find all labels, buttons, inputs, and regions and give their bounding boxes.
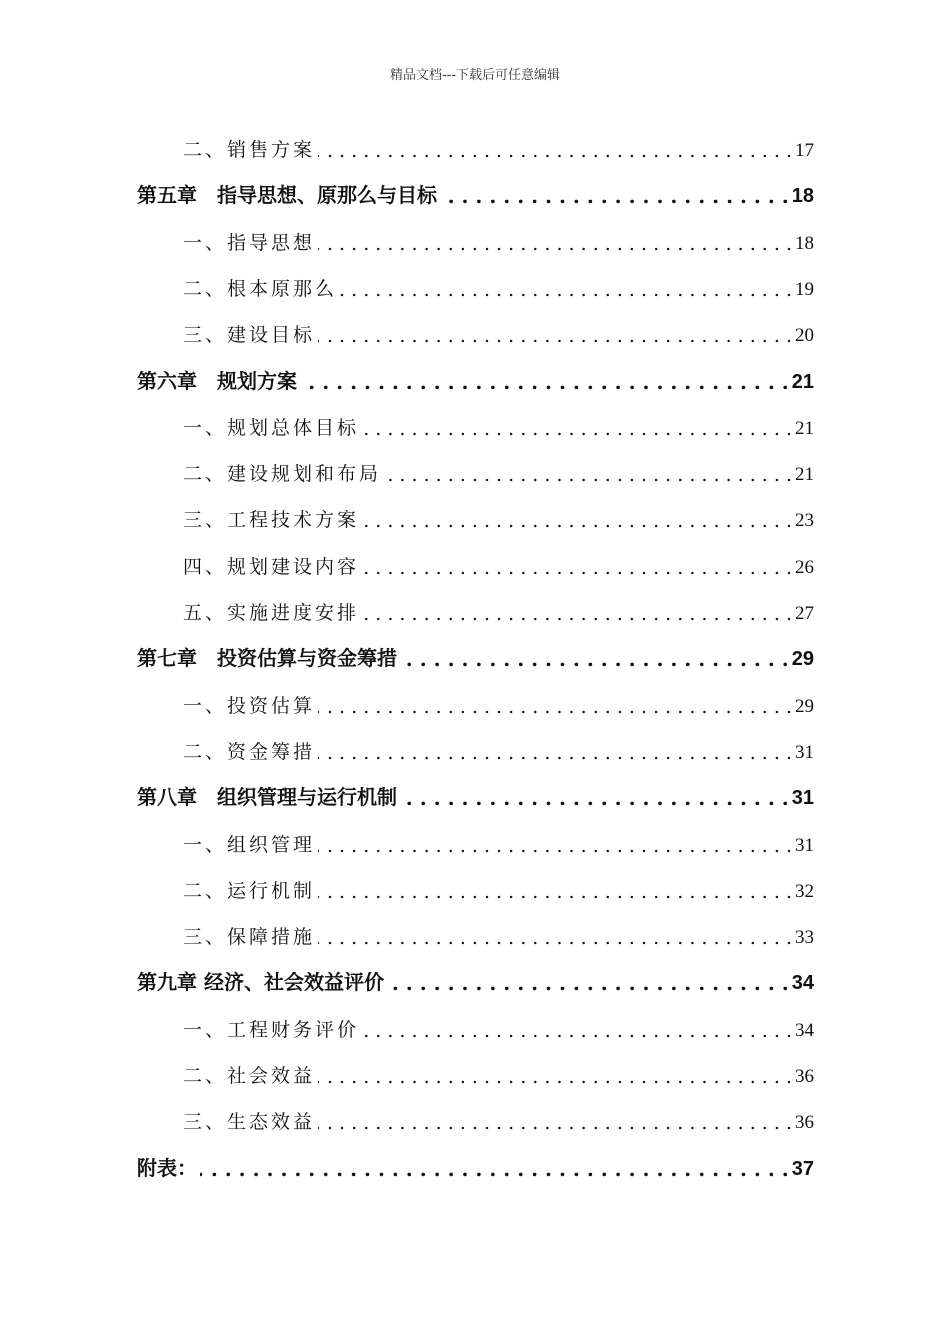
- toc-dot-leader: [318, 835, 792, 859]
- toc-entry-page-number: 19: [795, 278, 814, 300]
- toc-dot-leader: [318, 140, 792, 164]
- toc-entry-title: 二、运行机制: [183, 879, 316, 902]
- toc-entry-title: 二、建设规划和布局: [183, 463, 382, 486]
- toc-entry-title: 三、建设目标: [183, 324, 316, 347]
- toc-chapter-entry[interactable]: [137, 772, 814, 812]
- toc-entry-title: 二、根本原那么: [183, 277, 338, 300]
- toc-entry-title: 附表：: [137, 1155, 197, 1180]
- toc-section-entry[interactable]: [183, 680, 814, 720]
- toc-dot-leader: [318, 927, 792, 951]
- toc-entry-page-number: 23: [795, 510, 814, 532]
- toc-entry-title: 三、保障措施: [183, 926, 316, 949]
- toc-section-entry[interactable]: [183, 865, 814, 905]
- toc-section-entry[interactable]: [183, 263, 814, 303]
- toc-entry-title: 一、投资估算: [183, 694, 316, 717]
- toc-entry-title: 五、实施进度安排: [183, 602, 360, 624]
- toc-dot-leader: [400, 649, 789, 673]
- toc-entry-page-number: 29: [795, 695, 814, 717]
- toc-section-entry[interactable]: [183, 541, 814, 581]
- toc-entry-title: 第五章 指导思想、原那么与目标: [137, 183, 437, 208]
- toc-dot-leader: [318, 1112, 792, 1136]
- toc-dot-leader: [318, 1066, 792, 1090]
- toc-section-entry[interactable]: [183, 911, 814, 951]
- toc-entry-page-number: 17: [795, 140, 814, 161]
- toc-dot-leader: [340, 279, 792, 303]
- toc-dot-leader: [318, 881, 792, 905]
- toc-entry-page-number: 26: [795, 556, 814, 578]
- toc-entry-page-number: 36: [795, 1112, 814, 1134]
- toc-dot-leader: [362, 557, 792, 581]
- toc-entry-title: 二、社会效益: [183, 1065, 316, 1087]
- toc-dot-leader: [440, 186, 789, 210]
- toc-dot-leader: [387, 973, 789, 997]
- toc-dot-leader: [200, 1159, 789, 1183]
- toc-entry-page-number: 37: [791, 1157, 814, 1180]
- toc-section-entry[interactable]: [183, 726, 814, 766]
- toc-section-entry[interactable]: [183, 309, 814, 349]
- toc-entry-title: 三、生态效益: [183, 1111, 316, 1134]
- toc-section-entry[interactable]: [183, 402, 814, 442]
- toc-entry-page-number: 32: [795, 880, 814, 902]
- toc-dot-leader: [400, 788, 789, 812]
- toc-entry-page-number: 34: [791, 972, 814, 995]
- toc-entry-title: 第九章 经济、社会效益评价: [137, 970, 384, 995]
- page-header: 精品文档---下载后可任意编辑: [389, 68, 561, 83]
- toc-entry-title: 一、规划总体目标: [183, 416, 360, 439]
- toc-entry-page-number: 34: [795, 1019, 814, 1041]
- toc-dot-leader: [362, 510, 792, 534]
- toc-chapter-entry[interactable]: [137, 170, 814, 210]
- toc-dot-leader: [318, 696, 792, 720]
- toc-entry-page-number: 18: [791, 185, 814, 208]
- toc-entry-page-number: 31: [791, 787, 814, 810]
- toc-chapter-entry[interactable]: [137, 1143, 814, 1183]
- toc-section-entry[interactable]: [183, 1096, 814, 1136]
- toc-entry-page-number: 21: [791, 370, 814, 393]
- toc-entry-title: 第八章 组织管理与运行机制: [137, 785, 397, 810]
- toc-entry-page-number: 21: [795, 417, 814, 439]
- toc-section-entry[interactable]: [183, 217, 814, 257]
- toc-entry-title: 第六章 规划方案: [137, 368, 297, 393]
- toc-chapter-entry[interactable]: [137, 633, 814, 673]
- toc-entry-title: 一、组织管理: [183, 833, 316, 856]
- toc-dot-leader: [362, 603, 792, 627]
- toc-section-entry[interactable]: [183, 494, 814, 534]
- toc-dot-leader: [318, 233, 792, 257]
- toc-dot-leader: [362, 418, 792, 442]
- toc-entry-page-number: 31: [795, 741, 814, 763]
- toc-entry-page-number: 36: [795, 1066, 814, 1087]
- toc-entry-page-number: 29: [791, 648, 814, 671]
- toc-section-entry[interactable]: [183, 448, 814, 488]
- toc-entry-title: 二、销售方案: [183, 139, 316, 161]
- toc-chapter-entry[interactable]: [137, 356, 814, 396]
- toc-dot-leader: [300, 372, 789, 396]
- toc-section-entry[interactable]: [183, 124, 814, 164]
- toc-entry-title: 二、资金筹措: [183, 740, 316, 763]
- toc-entry-page-number: 20: [795, 325, 814, 347]
- toc-entry-title: 第七章 投资估算与资金筹措: [137, 646, 397, 671]
- toc-section-entry[interactable]: [183, 819, 814, 859]
- toc-dot-leader: [318, 742, 792, 766]
- toc-section-entry[interactable]: [183, 1050, 814, 1090]
- toc-dot-leader: [362, 1020, 792, 1044]
- toc-entry-page-number: 33: [795, 927, 814, 949]
- toc-entry-title: 一、工程财务评价: [183, 1018, 360, 1041]
- toc-section-entry[interactable]: [183, 1004, 814, 1044]
- toc-entry-title: 三、工程技术方案: [183, 509, 360, 532]
- toc-entry-page-number: 27: [795, 603, 814, 624]
- toc-entry-page-number: 21: [795, 464, 814, 486]
- toc-dot-leader: [318, 325, 792, 349]
- toc-entry-title: 四、规划建设内容: [183, 555, 360, 578]
- toc-entry-title: 一、指导思想: [183, 231, 316, 254]
- toc-section-entry[interactable]: [183, 587, 814, 627]
- toc-chapter-entry[interactable]: [137, 957, 814, 997]
- toc-dot-leader: [384, 464, 792, 488]
- toc-entry-page-number: 18: [795, 232, 814, 254]
- toc-entry-page-number: 31: [795, 834, 814, 856]
